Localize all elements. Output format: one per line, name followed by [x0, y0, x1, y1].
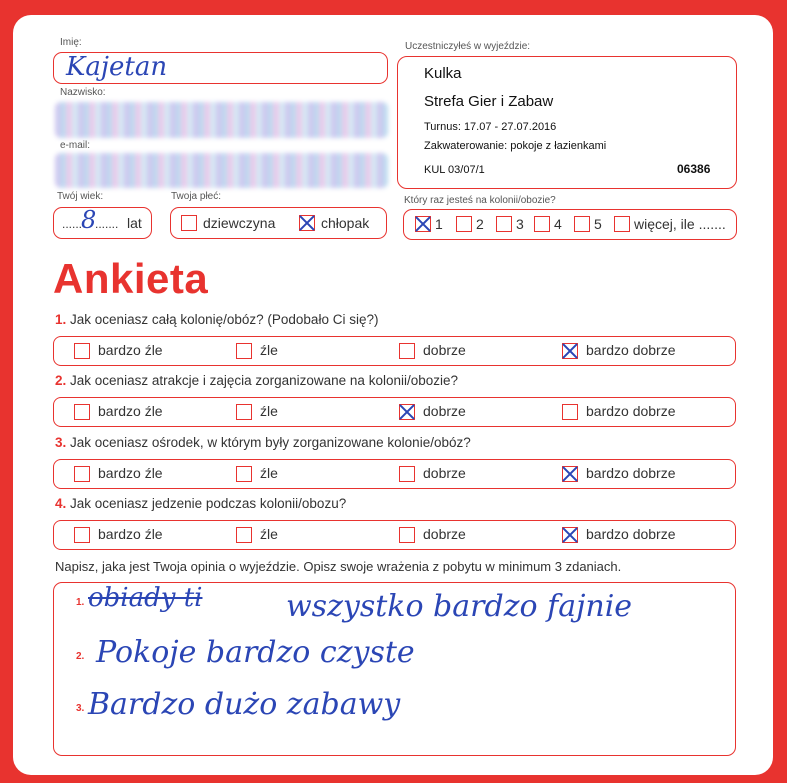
opinion-prompt: Napisz, jaka jest Twoja opinia o wyjeździe. Opisz swoje wrażenia z pobytu w minimum 3 zdaniach. — [55, 559, 622, 574]
opinion-line-1-number: 1. — [76, 597, 85, 608]
camp-name: Kulka — [424, 65, 462, 82]
opinion-textarea[interactable] — [53, 582, 736, 756]
gender-label: Twoja płeć: — [171, 191, 222, 202]
q4-option-label: źle — [260, 526, 278, 542]
q3-dobrze-checkbox[interactable] — [399, 466, 415, 482]
times-more-checkbox[interactable] — [614, 216, 630, 232]
q2-option-label: dobrze — [423, 403, 466, 419]
q1-option-label: bardzo dobrze — [586, 342, 676, 358]
trip-label: Uczestniczyłeś w wyjeździe: — [405, 41, 531, 52]
times-field — [403, 209, 737, 240]
opinion-line-1: wszystko bardzo fajnie — [286, 589, 633, 624]
times-more-label: więcej, ile ....... — [634, 216, 726, 232]
trip-code: KUL 03/07/1 — [424, 164, 485, 176]
times-4-label: 4 — [554, 216, 562, 232]
times-4-checkbox[interactable] — [534, 216, 550, 232]
gender-girl-label: dziewczyna — [203, 215, 276, 231]
times-3-label: 3 — [516, 216, 524, 232]
q4-bardzo-zle-checkbox[interactable] — [74, 527, 90, 543]
times-2-label: 2 — [476, 216, 484, 232]
email-redacted — [55, 153, 388, 188]
times-3-checkbox[interactable] — [496, 216, 512, 232]
name-value: Kajetan — [66, 52, 168, 82]
age-unit: lat — [127, 215, 142, 231]
gender-boy-label: chłopak — [321, 215, 370, 231]
surname-label: Nazwisko: — [60, 87, 106, 98]
q2-bardzo-dobrze-checkbox[interactable] — [562, 404, 578, 420]
q3-bardzo-dobrze-checkbox[interactable] — [562, 466, 578, 482]
q3-option-label: źle — [260, 465, 278, 481]
accommodation: Zakwaterowanie: pokoje z łazienkami — [424, 140, 607, 152]
q1-option-label: dobrze — [423, 342, 466, 358]
q3-zle-checkbox[interactable] — [236, 466, 252, 482]
q4-bardzo-dobrze-checkbox[interactable] — [562, 527, 578, 543]
q4-dobrze-checkbox[interactable] — [399, 527, 415, 543]
surname-redacted — [55, 102, 388, 138]
q2-zle-checkbox[interactable] — [236, 404, 252, 420]
trip-info-box — [397, 56, 737, 189]
q1-option-label: bardzo źle — [98, 342, 163, 358]
survey-title: Ankieta — [53, 255, 209, 302]
q4-option-label: bardzo źle — [98, 526, 163, 542]
times-5-checkbox[interactable] — [574, 216, 590, 232]
question-3: 3. Jak oceniasz ośrodek, w którym były zorganizowane kolonie/obóz? — [55, 435, 471, 450]
age-dots-left: ...... — [62, 217, 83, 231]
name-field[interactable] — [53, 52, 388, 84]
turnus: Turnus: 17.07 - 27.07.2016 — [424, 121, 557, 133]
q1-bardzo-zle-checkbox[interactable] — [74, 343, 90, 359]
email-label: e-mail: — [60, 140, 91, 151]
gender-field — [170, 207, 387, 239]
question-4-answers — [53, 520, 736, 550]
q1-option-label: źle — [260, 342, 278, 358]
opinion-line-3-number: 3. — [76, 703, 85, 714]
opinion-line-2-number: 2. — [76, 651, 85, 662]
age-label: Twój wiek: — [57, 191, 104, 202]
gender-girl-checkbox[interactable] — [181, 215, 197, 231]
q3-bardzo-zle-checkbox[interactable] — [74, 466, 90, 482]
q4-option-label: bardzo dobrze — [586, 526, 676, 542]
question-1: 1. Jak oceniasz całą kolonię/obóz? (Podobało Ci się?) — [55, 312, 379, 327]
times-2-checkbox[interactable] — [456, 216, 472, 232]
question-4: 4. Jak oceniasz jedzenie podczas kolonii/obozu? — [55, 496, 347, 511]
opinion-line-1-struck: obiady ti — [88, 583, 203, 613]
gender-boy-checkbox[interactable] — [299, 215, 315, 231]
times-1-label: 1 — [435, 216, 443, 232]
q4-zle-checkbox[interactable] — [236, 527, 252, 543]
q2-option-label: źle — [260, 403, 278, 419]
q3-option-label: dobrze — [423, 465, 466, 481]
q4-option-label: dobrze — [423, 526, 466, 542]
age-dots-right: ....... — [95, 217, 119, 231]
form-number: 06386 — [677, 162, 711, 176]
opinion-line-3: Bardzo dużo zabawy — [88, 687, 401, 722]
question-2-answers — [53, 397, 736, 427]
question-2: 2. Jak oceniasz atrakcje i zajęcia zorganizowane na kolonii/obozie? — [55, 373, 459, 388]
times-label: Który raz jesteś na kolonii/obozie? — [404, 195, 556, 206]
q2-dobrze-checkbox[interactable] — [399, 404, 415, 420]
age-field[interactable] — [53, 207, 152, 239]
q1-zle-checkbox[interactable] — [236, 343, 252, 359]
q3-option-label: bardzo dobrze — [586, 465, 676, 481]
name-label: Imię: — [60, 37, 82, 48]
age-value: 8 — [81, 206, 97, 234]
q2-option-label: bardzo dobrze — [586, 403, 676, 419]
q3-option-label: bardzo źle — [98, 465, 163, 481]
times-5-label: 5 — [594, 216, 602, 232]
question-1-answers — [53, 336, 736, 366]
q2-option-label: bardzo źle — [98, 403, 163, 419]
camp-subtitle: Strefa Gier i Zabaw — [424, 93, 554, 110]
q1-dobrze-checkbox[interactable] — [399, 343, 415, 359]
question-3-answers — [53, 459, 736, 489]
opinion-line-2: Pokoje bardzo czyste — [96, 635, 415, 670]
q2-bardzo-zle-checkbox[interactable] — [74, 404, 90, 420]
q1-bardzo-dobrze-checkbox[interactable] — [562, 343, 578, 359]
times-1-checkbox[interactable] — [415, 216, 431, 232]
